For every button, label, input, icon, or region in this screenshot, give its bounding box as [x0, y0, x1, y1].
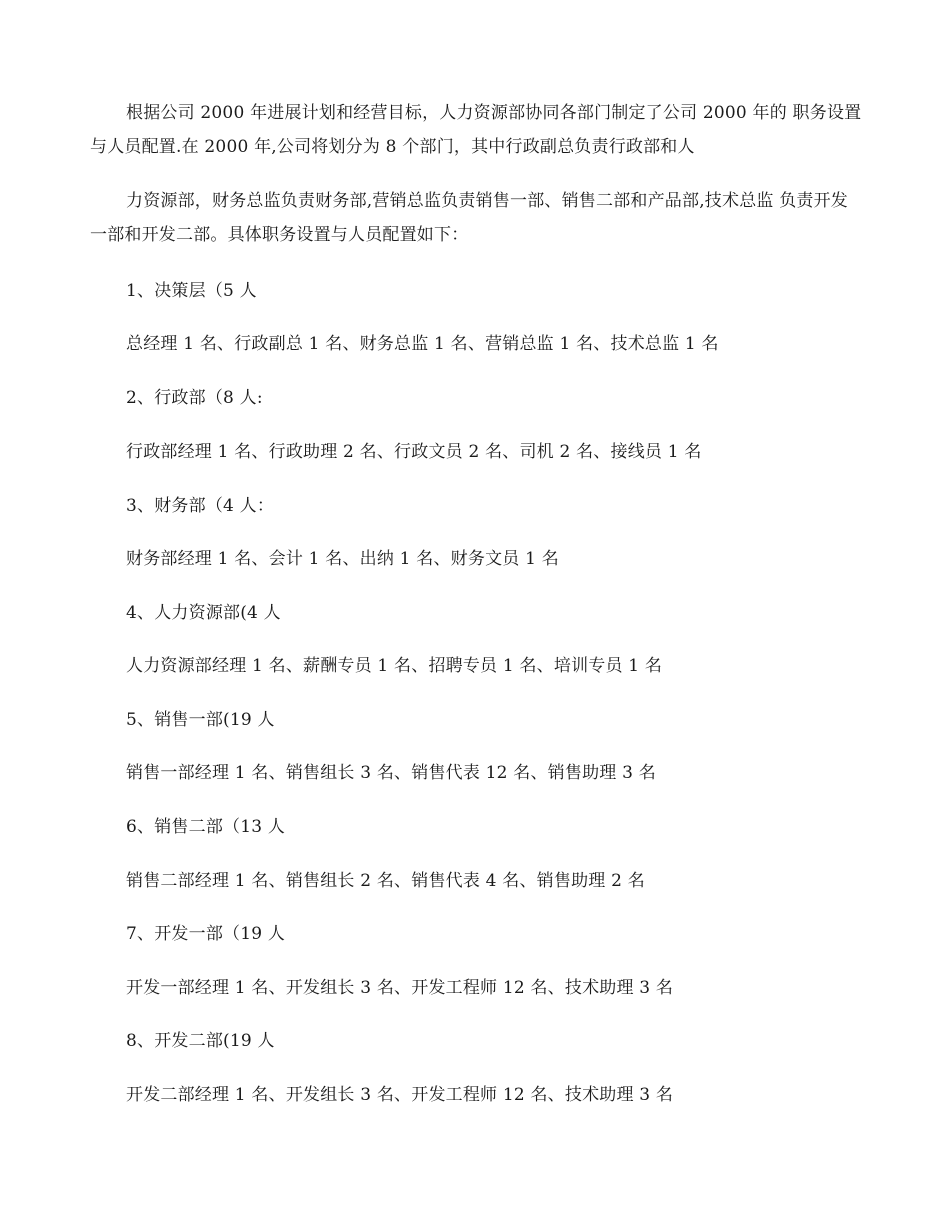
- section-heading-3: 3、财务部（4 人：: [126, 496, 275, 516]
- section-heading-2: 2、行政部（8 人:: [126, 388, 263, 408]
- intro-paragraph-2: 力资源部，财务总监负责财务部,营销总监负责销售一部、销售二部和产品部,技术总监 负责开发一部和开发二部。具体职务设置与人员配置如下：: [90, 191, 849, 245]
- section-detail-2: 行政部经理 1 名、行政助理 2 名、行政文员 2 名、司机 2 名、接线员 1 名: [126, 442, 702, 462]
- section-detail-3: 财务部经理 1 名、会计 1 名、出纳 1 名、财务文员 1 名: [126, 549, 559, 569]
- section-heading-7: 7、开发一部（19 人: [126, 924, 286, 944]
- section-detail-7: 开发一部经理 1 名、开发组长 3 名、开发工程师 12 名、技术助理 3 名: [126, 978, 674, 998]
- section-detail-4: 人力资源部经理 1 名、薪酬专员 1 名、招聘专员 1 名、培训专员 1 名: [126, 656, 663, 676]
- section-heading-1: 1、决策层（5 人: [126, 281, 257, 301]
- section-detail-5: 销售一部经理 1 名、销售组长 3 名、销售代表 12 名、销售助理 3 名: [126, 763, 656, 783]
- section-heading-6: 6、销售二部（13 人: [126, 817, 286, 837]
- section-detail-6: 销售二部经理 1 名、销售组长 2 名、销售代表 4 名、销售助理 2 名: [126, 871, 645, 891]
- intro-paragraph-1: 根据公司 2000 年进展计划和经营目标，人力资源部协同各部门制定了公司 2000 年的 职务设置与人员配置.在 2000 年,公司将划分为 8 个部门，其中行政副总负责行政部和人: [90, 103, 862, 157]
- section-heading-5: 5、销售一部(19 人: [126, 710, 275, 730]
- section-heading-8: 8、开发二部(19 人: [126, 1031, 275, 1051]
- section-detail-1: 总经理 1 名、行政副总 1 名、财务总监 1 名、营销总监 1 名、技术总监 1 名: [126, 334, 719, 354]
- section-detail-8: 开发二部经理 1 名、开发组长 3 名、开发工程师 12 名、技术助理 3 名: [126, 1085, 674, 1105]
- section-heading-4: 4、人力资源部(4 人: [126, 603, 281, 623]
